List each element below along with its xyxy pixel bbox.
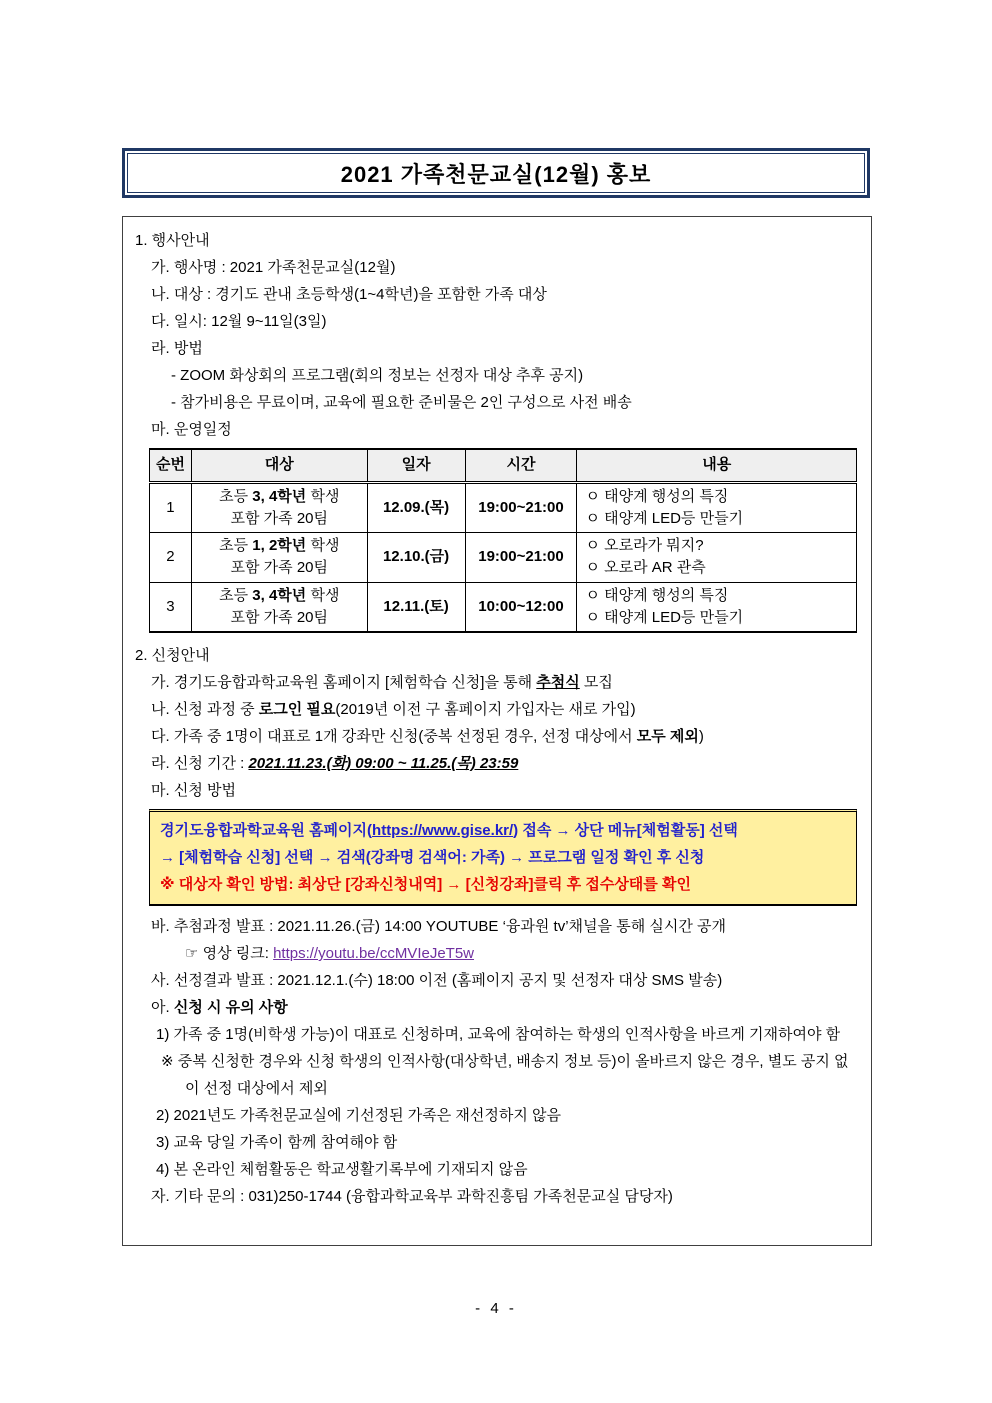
video-link-line: [135, 940, 857, 967]
section2-heading: 2. 신청안내: [135, 647, 210, 664]
table-row: [150, 482, 857, 532]
row-target: [191, 482, 367, 532]
target-line1: [192, 535, 367, 557]
text-segment: ) 접속 → 상단 메뉴[체험활동] 선택: [513, 822, 738, 839]
text-segment: 학생: [306, 586, 340, 604]
contact-line: 자. 기타 문의 : 031)250-1744 (융합과학교육부 과학진흥팀 가족천문교실 담당자): [151, 1188, 673, 1205]
text-segment: 학생: [306, 537, 340, 554]
apply-item-period: [135, 750, 857, 777]
text-segment-bold: 3, 4학년: [252, 586, 307, 604]
gise-homepage-link[interactable]: https://www.gise.kr/: [372, 822, 514, 839]
text-segment: 모집: [579, 674, 613, 691]
row-no: 3: [150, 582, 192, 632]
table-row: [150, 532, 857, 582]
notice-line-1: [160, 817, 846, 844]
row-time: 19:00~21:00: [465, 532, 577, 582]
apply-item-lottery: [135, 669, 857, 696]
schedule-table-head: [150, 449, 857, 482]
content-line2: ㅇ 태양계 LED등 만들기: [585, 608, 744, 626]
apply-item-method: 마. 신청 방법: [151, 782, 236, 799]
content-line2: ㅇ 태양계 LED등 만들기: [585, 509, 744, 527]
target-line2: 포함 가족 20팀: [230, 608, 329, 626]
target-line2: 포함 가족 20팀: [230, 509, 329, 527]
text-segment: 경기도융합과학교육원 홈페이지(: [160, 822, 373, 839]
header-target: 대상: [191, 449, 367, 482]
row-target: [191, 582, 367, 632]
row-date: 12.10.(금): [367, 532, 465, 582]
content-line1: ㅇ 태양계 행성의 특징: [585, 487, 729, 505]
header-content: 내용: [577, 449, 857, 482]
text-segment: 나. 신청 과정 중: [151, 701, 259, 718]
pointing-hand-label: ☞ 영상 링크:: [185, 945, 274, 962]
apply-method-notice-box: [149, 809, 857, 906]
row-content: [577, 482, 857, 532]
content-line2: ㅇ 오로라 AR 관측: [585, 559, 706, 576]
text-segment: 아.: [151, 999, 174, 1016]
apply-item-one-course: [135, 723, 857, 750]
target-line2: 포함 가족 20팀: [230, 559, 329, 576]
header-date: 일자: [367, 449, 465, 482]
content-box: [122, 216, 872, 1246]
row-date: 12.09.(목): [367, 482, 465, 532]
row-content: [577, 582, 857, 632]
text-segment: ): [698, 728, 704, 745]
caution-heading: [135, 994, 857, 1021]
text-segment: 다. 가족 중 1명이 대표로 1개 강좌만 신청(중복 선정된 경우, 선정 대상에서: [151, 728, 637, 745]
schedule-table-body: [150, 482, 857, 632]
caution-note-1: 1) 가족 중 1명(비학생 가능)이 대표로 신청하며, 교육에 참여하는 학생의 인적사항을 바르게 기재하여야 함: [156, 1026, 841, 1043]
text-segment: 초등: [219, 537, 253, 554]
row-target: [191, 532, 367, 582]
event-target-line: 나. 대상 : 경기도 관내 초등학생(1~4학년)을 포함한 가족 대상: [151, 286, 547, 303]
row-no: 1: [150, 482, 192, 532]
header-time: 시간: [465, 449, 577, 482]
row-no: 2: [150, 532, 192, 582]
content-line1: ㅇ 태양계 행성의 특징: [585, 586, 729, 604]
lottery-broadcast-line: 바. 추첨과정 발표 : 2021.11.26.(금) 14:00 YOUTUBE ‘융과원 tv’채널을 통해 실시간 공개: [151, 918, 726, 935]
title-box: [122, 148, 870, 198]
page-title: 2021 가족천문교실(12월) 홍보: [127, 153, 865, 193]
target-line1: [192, 585, 367, 607]
content-line1: ㅇ 오로라가 뭐지?: [585, 537, 704, 554]
text-segment: 학생: [306, 487, 340, 505]
text-segment: 초등: [219, 586, 253, 604]
text-segment: 가. 경기도융합과학교육원 홈페이지 [체험학습 신청]을 통해: [151, 674, 537, 691]
event-name-line: 가. 행사명 : 2021 가족천문교실(12월): [151, 259, 396, 276]
text-segment-bold: 신청 시 유의 사항: [173, 999, 288, 1016]
result-announce-line: 사. 선정결과 발표 : 2021.12.1.(수) 18:00 이전 (홈페이지 공지 및 선정자 대상 SMS 발송): [151, 972, 723, 989]
notice-line-3: ※ 대상자 확인 방법: 최상단 [강좌신청내역] → [신청강좌]클릭 후 접수상태를 확인: [160, 876, 691, 893]
header-no: 순번: [150, 449, 192, 482]
event-method-sub1: - ZOOM 화상회의 프로그램(회의 정보는 선정자 대상 추후 공지): [171, 367, 584, 384]
notice-line-2: → [체험학습 신청] 선택 → 검색(강좌명 검색어: 가족) → 프로그램 일정 확인 후 신청: [160, 849, 705, 866]
apply-period-value: 2021.11.23.(화) 09:00 ~ 11.25.(목) 23:59: [248, 755, 519, 772]
text-segment-emphasis: 추첨식: [536, 674, 580, 691]
schedule-table: [149, 448, 857, 633]
text-segment: (2019년 이전 구 홈페이지 가입자는 새로 가입): [335, 701, 636, 718]
table-header-row: [150, 449, 857, 482]
text-segment-bold: 로그인 필요: [258, 701, 336, 718]
apply-item-login: [135, 696, 857, 723]
text-segment-bold: 3, 4학년: [252, 487, 307, 505]
event-method-sub2: - 참가비용은 무료이며, 교육에 필요한 준비물은 2인 구성으로 사전 배송: [171, 394, 632, 411]
caution-note-2: 2) 2021년도 가족천문교실에 기선정된 가족은 재선정하지 않음: [156, 1107, 561, 1124]
page-number: - 4 -: [475, 1300, 517, 1317]
caution-note-4: 4) 본 온라인 체험활동은 학교생활기록부에 기재되지 않음: [156, 1161, 528, 1178]
row-time: 19:00~21:00: [465, 482, 577, 532]
row-content: [577, 532, 857, 582]
target-line1: [192, 486, 367, 508]
row-time: 10:00~12:00: [465, 582, 577, 632]
youtube-video-link[interactable]: https://youtu.be/ccMVIeJeT5w: [273, 945, 475, 962]
event-method-line: 라. 방법: [151, 340, 203, 357]
caution-note-3: 3) 교육 당일 가족이 함께 참여해야 함: [156, 1134, 398, 1151]
text-segment: 라. 신청 기간 :: [151, 755, 249, 772]
text-segment-bold: 1, 2학년: [252, 537, 307, 554]
event-schedule-line: 마. 운영일정: [151, 421, 232, 438]
text-segment-bold: 모두 제외: [636, 728, 699, 745]
caution-note-star: ※ 중복 신청한 경우와 신청 학생의 인적사항(대상학년, 배송지 정보 등)이 올바르지 않은 경우, 별도 공지 없이 선정 대상에서 제외: [161, 1053, 849, 1097]
table-row: [150, 582, 857, 632]
row-date: 12.11.(토): [367, 582, 465, 632]
text-segment: 초등: [219, 487, 253, 505]
section1-heading: 1. 행사안내: [135, 232, 210, 249]
event-date-line: 다. 일시: 12월 9~11일(3일): [151, 313, 327, 330]
